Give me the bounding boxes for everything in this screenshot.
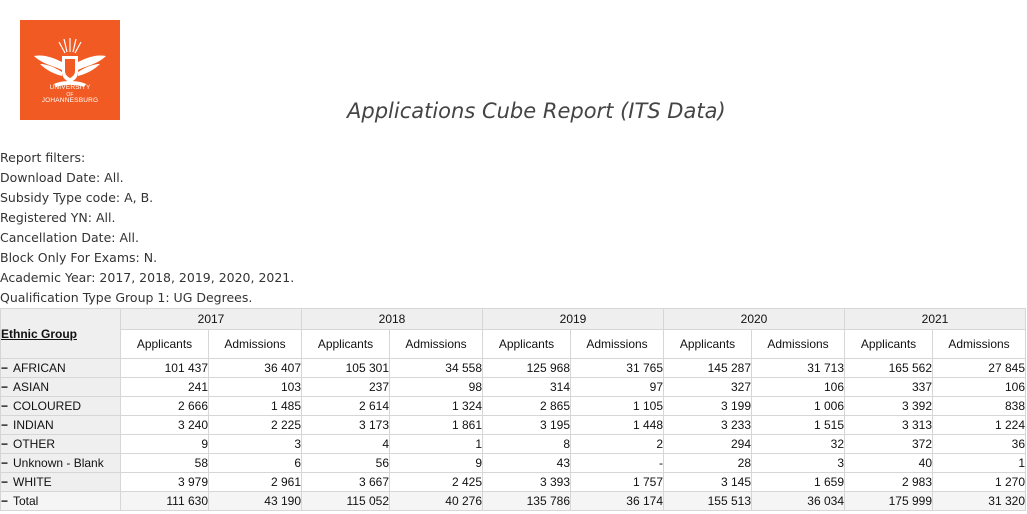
table-cell: 98 <box>390 378 483 397</box>
filter-subsidy-type: Subsidy Type code: A, B. <box>0 190 154 205</box>
year-header-2017[interactable]: 2017 <box>121 309 302 330</box>
table-cell: 2 961 <box>209 473 302 492</box>
table-cell: 2 983 <box>845 473 933 492</box>
collapse-icon[interactable]: − <box>1 437 9 451</box>
table-cell: 1 485 <box>209 397 302 416</box>
row-label: AFRICAN <box>13 361 66 375</box>
row-label: OTHER <box>13 437 55 451</box>
table-cell: 34 558 <box>390 359 483 378</box>
admissions-header: Admissions <box>209 330 302 359</box>
table-row <box>1 492 1026 511</box>
year-header-2018[interactable]: 2018 <box>302 309 483 330</box>
table-row <box>1 435 1026 454</box>
table-cell: 106 <box>752 378 845 397</box>
table-cell: 145 287 <box>664 359 752 378</box>
table-cell: 241 <box>121 378 209 397</box>
table-cell: 3 145 <box>664 473 752 492</box>
table-row <box>1 454 1026 473</box>
table-cell: 27 845 <box>933 359 1026 378</box>
row-header[interactable] <box>1 378 121 397</box>
table-cell: 3 <box>209 435 302 454</box>
table-cell: 1 757 <box>571 473 664 492</box>
filter-qualification-type: Qualification Type Group 1: UG Degrees. <box>0 290 253 305</box>
table-cell: 1 515 <box>752 416 845 435</box>
table-cell: 2 865 <box>483 397 571 416</box>
collapse-icon[interactable]: − <box>1 456 9 470</box>
table-cell: 106 <box>933 378 1026 397</box>
table-cell: 43 190 <box>209 492 302 511</box>
row-header[interactable] <box>1 492 121 511</box>
table-cell: 58 <box>121 454 209 473</box>
table-cell: 294 <box>664 435 752 454</box>
table-cell: 36 <box>933 435 1026 454</box>
table-cell: 175 999 <box>845 492 933 511</box>
table-cell: 1 224 <box>933 416 1026 435</box>
collapse-icon[interactable]: − <box>1 399 9 413</box>
row-header[interactable] <box>1 397 121 416</box>
table-cell: 32 <box>752 435 845 454</box>
table-cell: 1 448 <box>571 416 664 435</box>
table-cell: 838 <box>933 397 1026 416</box>
table-cell: 3 173 <box>302 416 390 435</box>
table-cell: 101 437 <box>121 359 209 378</box>
row-label: Total <box>13 494 39 508</box>
table-cell: 1 <box>390 435 483 454</box>
filter-download-date: Download Date: All. <box>0 170 124 185</box>
table-cell: 31 713 <box>752 359 845 378</box>
collapse-icon[interactable]: − <box>1 494 9 508</box>
table-cell: 1 324 <box>390 397 483 416</box>
logo-text-university: UNIVERSITY <box>49 84 91 91</box>
table-cell: 36 407 <box>209 359 302 378</box>
collapse-icon[interactable]: − <box>1 475 9 489</box>
table-cell: 40 276 <box>390 492 483 511</box>
table-row <box>1 473 1026 492</box>
table-cell: 2 <box>571 435 664 454</box>
table-row <box>1 359 1026 378</box>
table-cell: 135 786 <box>483 492 571 511</box>
ethnic-group-header[interactable]: Ethnic Group <box>1 309 121 359</box>
admissions-header: Admissions <box>752 330 845 359</box>
table-cell: 3 <box>752 454 845 473</box>
collapse-icon[interactable]: − <box>1 418 9 432</box>
year-header-2021[interactable]: 2021 <box>845 309 1026 330</box>
table-cell: 105 301 <box>302 359 390 378</box>
row-label: COLOURED <box>13 399 82 413</box>
table-cell: 8 <box>483 435 571 454</box>
table-cell: 56 <box>302 454 390 473</box>
table-cell: 31 765 <box>571 359 664 378</box>
table-cell: 155 513 <box>664 492 752 511</box>
table-cell: 1 659 <box>752 473 845 492</box>
row-header[interactable] <box>1 435 121 454</box>
university-logo <box>20 20 120 120</box>
table-cell: 3 393 <box>483 473 571 492</box>
year-header-2019[interactable]: 2019 <box>483 309 664 330</box>
table-cell: 165 562 <box>845 359 933 378</box>
table-cell: 103 <box>209 378 302 397</box>
applicants-header: Applicants <box>845 330 933 359</box>
table-cell: 3 667 <box>302 473 390 492</box>
table-row <box>1 416 1026 435</box>
admissions-header: Admissions <box>571 330 664 359</box>
row-header[interactable] <box>1 473 121 492</box>
table-cell: 97 <box>571 378 664 397</box>
table-cell: 9 <box>121 435 209 454</box>
table-cell: 3 313 <box>845 416 933 435</box>
table-cell: 9 <box>390 454 483 473</box>
filter-block-only-exams: Block Only For Exams: N. <box>0 250 158 265</box>
table-cell: 3 233 <box>664 416 752 435</box>
table-cell: 115 052 <box>302 492 390 511</box>
row-header[interactable] <box>1 454 121 473</box>
applicants-header: Applicants <box>664 330 752 359</box>
table-cell: 314 <box>483 378 571 397</box>
table-cell: 111 630 <box>121 492 209 511</box>
table-cell: 6 <box>209 454 302 473</box>
applicants-header: Applicants <box>483 330 571 359</box>
logo-text-johannesburg: JOHANNESBURG <box>41 97 99 104</box>
table-cell: 1 006 <box>752 397 845 416</box>
table-cell: 3 240 <box>121 416 209 435</box>
table-cell: - <box>571 454 664 473</box>
logo-text-of: OF <box>66 92 74 98</box>
table-cell: 1 270 <box>933 473 1026 492</box>
table-cell: 2 425 <box>390 473 483 492</box>
table-cell: 337 <box>845 378 933 397</box>
table-cell: 2 666 <box>121 397 209 416</box>
report-title: Applications Cube Report (ITS Data) <box>347 99 726 123</box>
filter-cancellation-date: Cancellation Date: All. <box>0 230 139 245</box>
table-cell: 28 <box>664 454 752 473</box>
table-cell: 2 614 <box>302 397 390 416</box>
table-cell: 4 <box>302 435 390 454</box>
table-cell: 40 <box>845 454 933 473</box>
applicants-header: Applicants <box>302 330 390 359</box>
table-cell: 36 174 <box>571 492 664 511</box>
admissions-header: Admissions <box>390 330 483 359</box>
table-cell: 31 320 <box>933 492 1026 511</box>
filter-registered: Registered YN: All. <box>0 210 116 225</box>
collapse-icon[interactable]: − <box>1 361 9 375</box>
table-cell: 1 105 <box>571 397 664 416</box>
admissions-header: Admissions <box>933 330 1026 359</box>
filter-academic-year: Academic Year: 2017, 2018, 2019, 2020, 2021. <box>0 270 295 285</box>
table-cell: 3 979 <box>121 473 209 492</box>
report-filters <box>0 149 294 309</box>
table-cell: 1 861 <box>390 416 483 435</box>
row-label: ASIAN <box>13 380 50 394</box>
row-header[interactable] <box>1 416 121 435</box>
year-header-2020[interactable]: 2020 <box>664 309 845 330</box>
table-cell: 43 <box>483 454 571 473</box>
table-cell: 2 225 <box>209 416 302 435</box>
row-header[interactable] <box>1 359 121 378</box>
logo-crest-icon <box>20 20 120 120</box>
table-cell: 237 <box>302 378 390 397</box>
row-label: Unknown - Blank <box>13 456 104 470</box>
table-cell: 36 034 <box>752 492 845 511</box>
row-label: WHITE <box>13 475 52 489</box>
table-cell: 3 199 <box>664 397 752 416</box>
table-body <box>1 359 1026 511</box>
table-cell: 327 <box>664 378 752 397</box>
applicants-header: Applicants <box>121 330 209 359</box>
table-cell: 3 195 <box>483 416 571 435</box>
applications-cube-table <box>0 308 1026 511</box>
table-cell: 3 392 <box>845 397 933 416</box>
table-cell: 1 <box>933 454 1026 473</box>
table-cell: 372 <box>845 435 933 454</box>
row-label: INDIAN <box>13 418 54 432</box>
collapse-icon[interactable]: − <box>1 380 9 394</box>
table-row <box>1 397 1026 416</box>
filter-heading: Report filters: <box>0 150 86 165</box>
table-row <box>1 378 1026 397</box>
table-cell: 125 968 <box>483 359 571 378</box>
